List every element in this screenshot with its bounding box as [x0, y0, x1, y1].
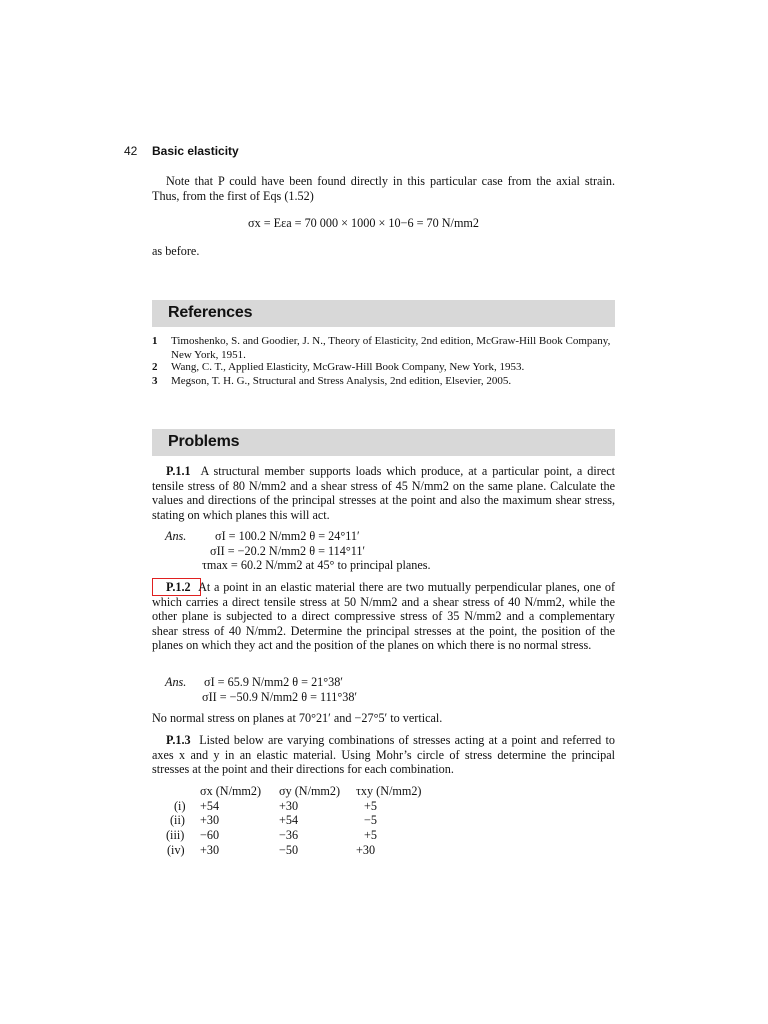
table-cell: +54: [200, 799, 220, 813]
running-title: Basic elasticity: [152, 144, 239, 158]
problems-heading-bar: [152, 429, 615, 456]
answer-line: τmax = 60.2 N/mm2 at 45° to principal planes.: [202, 558, 431, 572]
row-label: (iv): [167, 843, 185, 857]
reference-text: Megson, T. H. G., Structural and Stress Analysis, 2nd edition, Elsevier, 2005.: [171, 375, 512, 387]
problem-label: P.1.3: [166, 733, 191, 747]
reference-number: 3: [152, 375, 158, 387]
problem-1-2: [152, 580, 615, 653]
row-label: (iii): [166, 828, 185, 842]
problem-text: Listed below are varying combinations of stresses acting at a point and referred to axes x and y in an elastic material. Using Mohr’s circle of stress determine the principal stresses at the point and their directions for each combination.: [152, 733, 615, 777]
problem-1-3: [152, 733, 615, 777]
problem-text: A structural member supports loads which produce, at a particular point, a direct tensile stress of 80 N/mm2 and a shear stress of 45 N/mm2 on the same plane. Calculate the values and directions of the principal stresses at the point and also the maximum shear stress, stating on which planes this will act.: [152, 464, 616, 522]
table-cell: +5: [364, 828, 377, 842]
row-label: (ii): [170, 813, 185, 827]
table-cell: +5: [364, 799, 377, 813]
answer-label: Ans.: [165, 529, 187, 543]
answer-line: σII = −50.9 N/mm2 θ = 111°38′: [202, 690, 358, 704]
intro-paragraph: Note that P could have been found directly in this particular case from the axial strain. Thus, from the first of Eqs (1.52): [152, 174, 615, 203]
problem-label: P.1.1: [166, 464, 191, 478]
answer-line: σI = 100.2 N/mm2 θ = 24°11′: [215, 529, 360, 543]
answer-line: σII = −20.2 N/mm2 θ = 114°11′: [210, 544, 366, 558]
references-heading-bar: [152, 300, 615, 327]
table-cell: −5: [364, 813, 377, 827]
as-before-text: as before.: [152, 244, 200, 258]
problem-1-1: [152, 464, 615, 522]
reference-text: Timoshenko, S. and Goodier, J. N., Theory of Elasticity, 2nd edition, McGraw-Hill Book Company, New York, 1951.: [171, 335, 611, 361]
no-normal-stress-note: No normal stress on planes at 70°21′ and −27°5′ to vertical.: [152, 711, 443, 725]
table-header: σy (N/mm2): [279, 784, 341, 798]
answer-line: σI = 65.9 N/mm2 θ = 21°38′: [204, 675, 343, 689]
strain-equation: σx = Eεa = 70 000 × 1000 × 10−6 = 70 N/mm2: [248, 216, 479, 230]
table-header: τxy (N/mm2): [356, 784, 422, 798]
problem-text: At a point in an elastic material there are two mutually perpendicular planes, one of which carries a direct tensile stress at 50 N/mm2 and a shear stress of 40 N/mm2, while the other plane is subjected to a direct compressive stress of 35 N/mm2 and a complementary shear stress of 40 N/mm2. Determine the principal stresses at the point, the position of the planes on which they act and the position of the planes on which there is no normal stress.: [152, 580, 615, 653]
table-cell: +30: [200, 843, 220, 857]
answer-label: Ans.: [165, 675, 187, 689]
table-cell: −60: [200, 828, 220, 842]
reference-number: 2: [152, 361, 158, 373]
references-heading: References: [168, 304, 253, 321]
table-cell: +30: [279, 799, 299, 813]
table-cell: −50: [279, 843, 299, 857]
problems-heading: Problems: [168, 433, 240, 450]
page-number: 42: [124, 144, 138, 158]
row-label: (i): [174, 799, 186, 813]
table-cell: +30: [356, 843, 376, 857]
table-header: σx (N/mm2): [200, 784, 262, 798]
table-cell: +54: [279, 813, 299, 827]
table-cell: +30: [200, 813, 220, 827]
reference-text: Wang, C. T., Applied Elasticity, McGraw-Hill Book Company, New York, 1953.: [171, 361, 525, 373]
table-cell: −36: [279, 828, 299, 842]
problem-label: P.1.2: [166, 580, 191, 594]
reference-number: 1: [152, 335, 158, 347]
